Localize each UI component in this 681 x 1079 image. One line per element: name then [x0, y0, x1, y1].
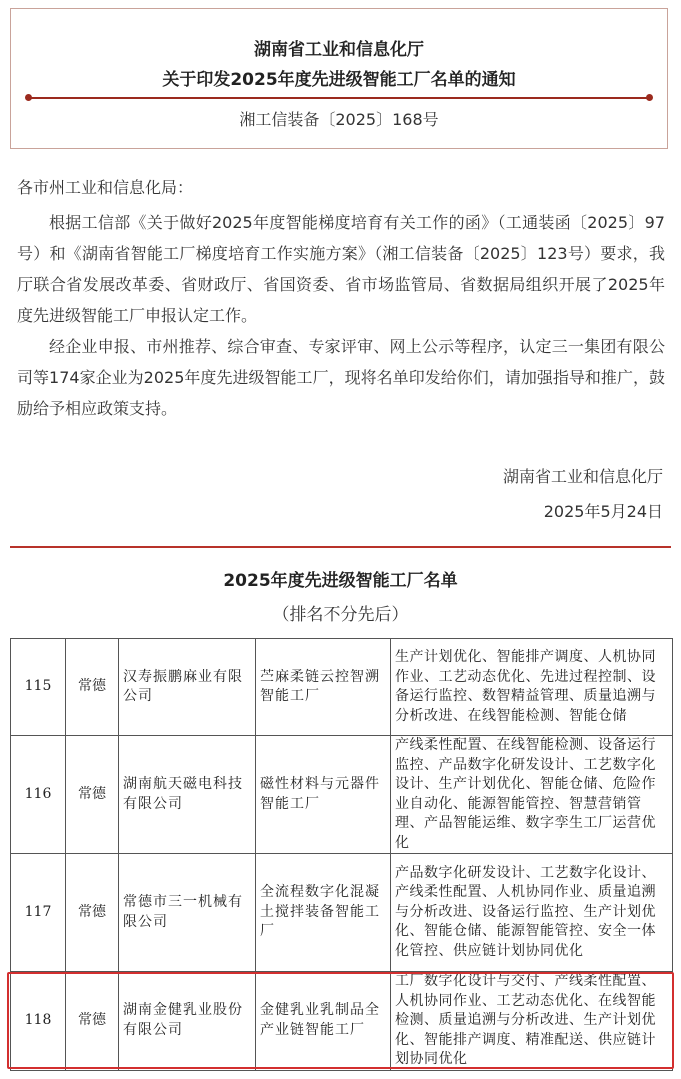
row-scenes: 产线柔性配置、在线智能检测、设备运行监控、产品数字化研发设计、工艺数字化设计、生产计划优化、智能仓储、危险作业自动化、能源智能管控、智慧营销管理、产品智能运维、数字孪生工厂运营优化	[391, 736, 673, 854]
header-divider	[27, 97, 651, 99]
table-row	[11, 639, 673, 736]
row-factory: 磁性材料与元器件智能工厂	[256, 736, 391, 854]
row-scenes: 工厂数字化设计与交付、产线柔性配置、人机协同作业、工艺动态优化、在线智能检测、质量追溯与分析改进、生产计划优化、智能排产调度、精准配送、供应链计划协同优化	[391, 972, 673, 1071]
list-subtitle: （排名不分先后）	[272, 605, 409, 625]
table-row	[11, 854, 673, 972]
notice-title: 关于印发2025年度先进级智能工厂名单的通知	[162, 70, 516, 90]
salutation: 各市州工业和信息化局：	[17, 178, 194, 197]
row-company: 汉寿振鹏麻业有限公司	[119, 639, 256, 736]
signature-date: 2025年5月24日	[543, 502, 663, 521]
row-number: 116	[11, 736, 66, 854]
row-scenes: 产品数字化研发设计、工艺数字化设计、产线柔性配置、人机协同作业、质量追溯与分析改进、设备运行监控、生产计划优化、智能仓储、能源智能管控、安全一体化管控、供应链计划协同优化	[391, 854, 673, 972]
row-company: 湖南金健乳业股份有限公司	[119, 972, 256, 1071]
issuer-title: 湖南省工业和信息化厅	[254, 40, 424, 60]
row-number: 118	[11, 972, 66, 1071]
row-number: 117	[11, 854, 66, 972]
row-city: 常德	[66, 639, 119, 736]
list-title: 2025年度先进级智能工厂名单	[223, 571, 458, 591]
row-factory: 全流程数字化混凝土搅拌装备智能工厂	[256, 854, 391, 972]
section-divider	[10, 546, 671, 548]
row-scenes: 生产计划优化、智能排产调度、人机协同作业、工艺动态优化、先进过程控制、设备运行监控、数智精益管理、质量追溯与分析改进、在线智能检测、智能仓储	[391, 639, 673, 736]
document-number: 湘工信装备〔2025〕168号	[239, 110, 439, 129]
paragraph-basis: 根据工信部《关于做好2025年度智能梯度培育有关工作的函》（工通装函〔2025〕97号）和《湖南省智能工厂梯度培育工作实施方案》（湘工信装备〔2025〕123号）要求，我厅联合省发展改革委、省财政厅、省国资委、省市场监管局、省数据局组织开展了2025年度先进级智能工厂申报认定工作。	[17, 213, 665, 325]
highlight-box	[7, 972, 674, 1069]
notice-header	[10, 8, 668, 149]
row-factory: 苎麻柔链云控智溯智能工厂	[256, 639, 391, 736]
row-city: 常德	[66, 972, 119, 1071]
row-company: 湖南航天磁电科技有限公司	[119, 736, 256, 854]
row-city: 常德	[66, 736, 119, 854]
signature-organization: 湖南省工业和信息化厅	[502, 467, 663, 486]
row-company: 常德市三一机械有限公司	[119, 854, 256, 972]
row-number: 115	[11, 639, 66, 736]
paragraph-result: 经企业申报、市州推荐、综合审查、专家评审、网上公示等程序，认定三一集团有限公司等174家企业为2025年度先进级智能工厂，现将名单印发给你们，请加强指导和推广，鼓励给予相应政策支持。	[17, 337, 665, 418]
row-city: 常德	[66, 854, 119, 972]
table-row	[11, 736, 673, 854]
row-factory: 金健乳业乳制品全产业链智能工厂	[256, 972, 391, 1071]
